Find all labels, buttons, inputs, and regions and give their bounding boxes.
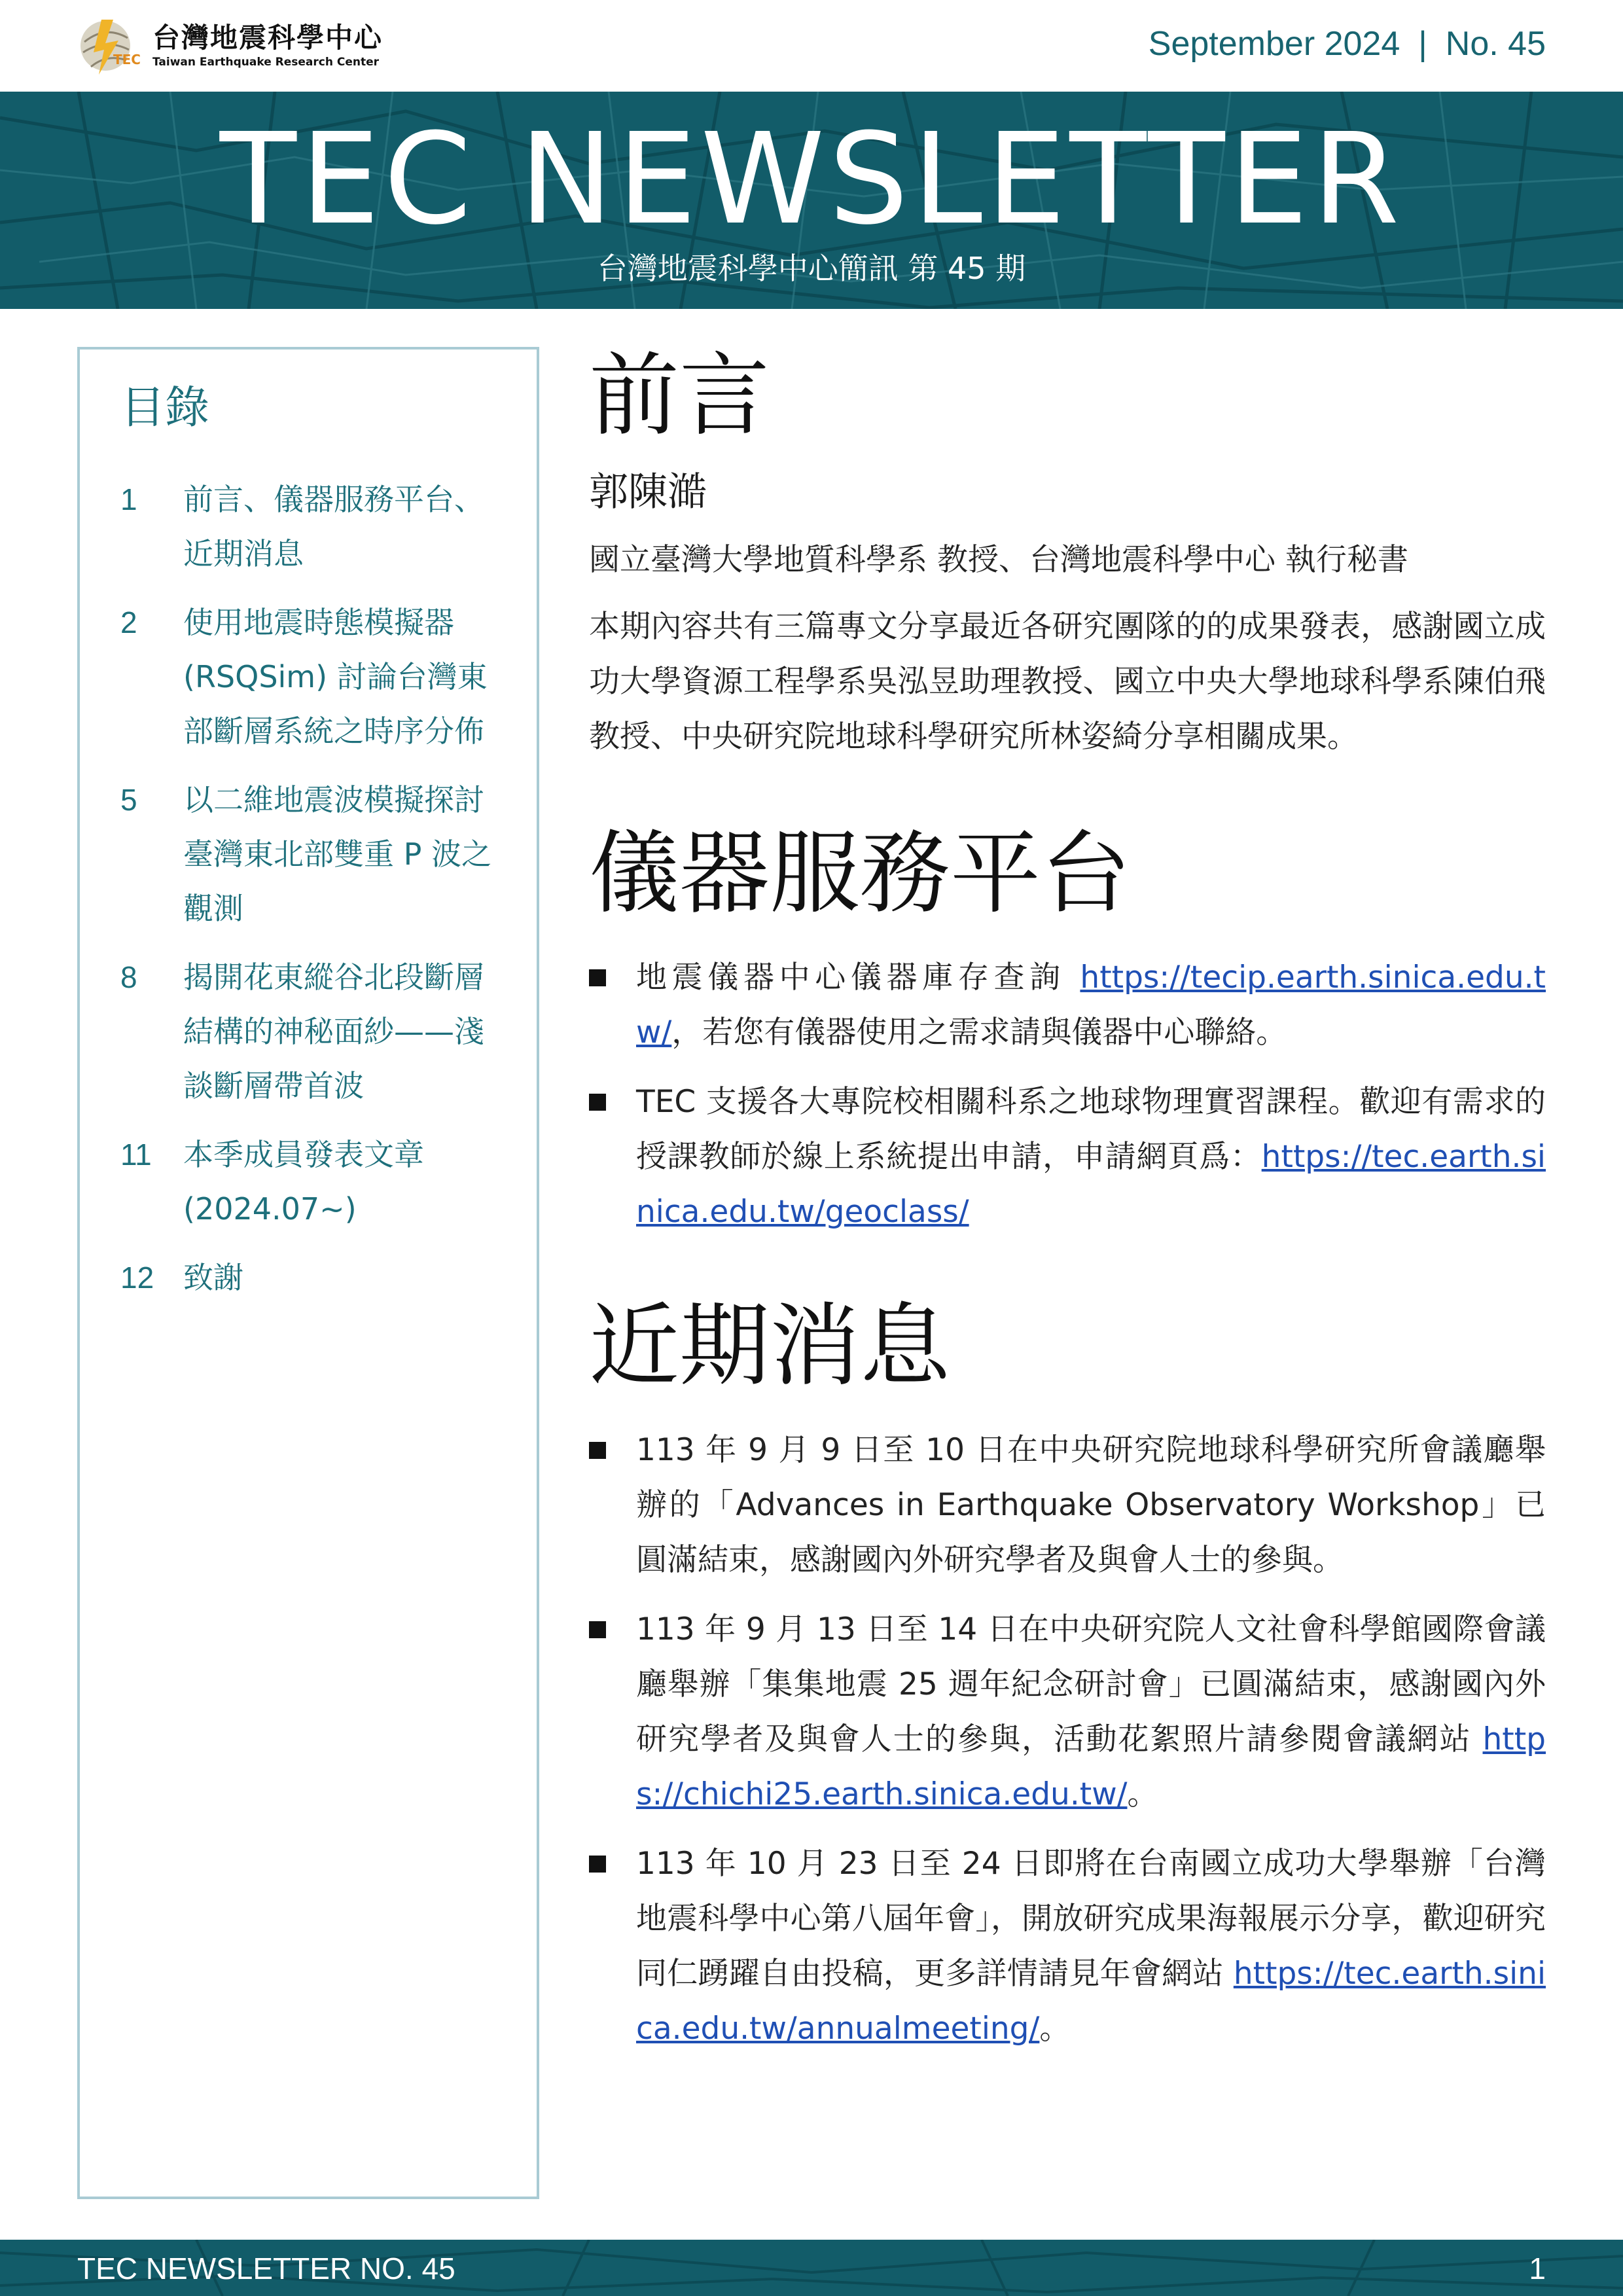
square-bullet-icon — [589, 1442, 606, 1459]
newsletter-banner — [0, 92, 1623, 309]
annual-meeting-link[interactable]: https://tec.earth.sinica.edu.tw/annualmeeting/ — [636, 1956, 1546, 2047]
newsletter-subtitle: 台灣地震科學中心簡訊 第 45 期 — [597, 251, 1026, 286]
toc-item[interactable] — [120, 596, 513, 759]
author-affiliation: 國立臺灣大學地質科學系 教授、台灣地震科學中心 執行秘書 — [589, 542, 1408, 578]
toc-item[interactable] — [120, 1251, 513, 1305]
toc-item-label: 前言、儀器服務平台、近期消息 — [183, 482, 484, 571]
logo-name-zh: 台灣地震科學中心 — [152, 22, 383, 54]
item-text: 113 年 9 月 9 日至 10 日在中央研究院地球科學研究所會議廳舉辦的「Advances in Earthquake Observatory Workshop」已圓滿結束，感謝國內外研究學者及與會人士的參與。 — [636, 1432, 1546, 1578]
instrument-inventory-link[interactable]: https://tecip.earth.sinica.edu.tw/ — [636, 960, 1546, 1050]
issue-info — [1149, 24, 1546, 64]
item-text: 113 年 10 月 23 日至 24 日即將在台南國立成功大學舉辦「台灣地震科學中心第八屆年會」，開放研究成果海報展示分享，歡迎研究同仁踴躍自由投稿，更多詳情請見年會網站 — [636, 1846, 1546, 1992]
newsletter-title: TEC NEWSLETTER — [219, 107, 1404, 253]
toc-item[interactable] — [120, 473, 513, 581]
main-content — [589, 343, 1546, 2071]
toc-item-label: 揭開花東縱谷北段斷層結構的神秘面紗——淺談斷層帶首波 — [183, 960, 484, 1103]
toc-page-number: 1 — [120, 482, 137, 516]
toc-item[interactable] — [120, 1128, 513, 1236]
issue-date: September 2024 — [1148, 25, 1400, 63]
toc-item-label: 以二維地震波模擬探討臺灣東北部雙重 P 波之觀測 — [183, 782, 491, 926]
list-item — [589, 1423, 1546, 1588]
section-heading-news: 近期消息 — [589, 1293, 951, 1399]
toc-item-label: 使用地震時態模擬器 (RSQSim) 討論台灣東部斷層系統之時序分佈 — [183, 605, 488, 749]
intro-paragraph: 本期內容共有三篇專文分享最近各研究團隊的的成果發表，感謝國立成功大學資源工程學系吳泓昱助理教授、國立中央大學地球科學系陳伯飛教授、中央研究院地球科學研究所林姿綺分享相關成果。 — [589, 609, 1546, 755]
author-name: 郭陳澔 — [589, 469, 707, 515]
logo-name-en: Taiwan Earthquake Research Center — [152, 56, 380, 69]
item-text: 地震儀器中心儀器庫存查詢 — [636, 960, 1080, 996]
news-list — [589, 1423, 1546, 2056]
svg-text:TEC: TEC — [113, 52, 141, 67]
table-of-contents — [77, 347, 539, 2199]
footer-newsletter-label: TEC NEWSLETTER NO. 45 — [77, 2251, 455, 2286]
tec-logo-icon — [75, 12, 143, 80]
toc-page-number: 8 — [120, 960, 137, 994]
page-header — [0, 0, 1623, 92]
list-item — [589, 1602, 1546, 1822]
toc-item[interactable] — [120, 773, 513, 936]
toc-page-number: 5 — [120, 783, 137, 817]
square-bullet-icon — [589, 1621, 606, 1638]
toc-page-number: 12 — [120, 1261, 154, 1295]
item-text: TEC 支援各大專院校相關科系之地球物理實習課程。歡迎有需求的授課教師於線上系統提出申請，申請網頁爲： — [636, 1084, 1546, 1175]
square-bullet-icon — [589, 969, 606, 986]
item-text: 113 年 9 月 13 日至 14 日在中央研究院人文社會科學館國際會議廳舉辦「集集地震 25 週年紀念研討會」已圓滿結束，感謝國內外研究學者及與會人士的參與，活動花絮照片請參閱會議網站 — [636, 1611, 1546, 1757]
toc-page-number: 11 — [120, 1138, 152, 1172]
square-bullet-icon — [589, 1856, 606, 1873]
toc-title: 目錄 — [120, 382, 210, 434]
section-heading-intro: 前言 — [589, 343, 770, 448]
list-item — [589, 1075, 1546, 1240]
chichi25-link[interactable]: https://chichi25.earth.sinica.edu.tw/ — [636, 1721, 1546, 1812]
geoclass-link[interactable]: https://tec.earth.sinica.edu.tw/geoclass/ — [636, 1139, 1546, 1230]
toc-item[interactable] — [120, 950, 513, 1113]
issue-number: No. 45 — [1445, 25, 1546, 63]
instrument-list — [589, 950, 1546, 1240]
section-heading-instrument: 儀器服務平台 — [589, 821, 1132, 926]
toc-item-label: 本季成員發表文章 (2024.07~) — [183, 1137, 424, 1227]
page-number: 1 — [1529, 2251, 1546, 2286]
list-item — [589, 1837, 1546, 2056]
issue-separator: | — [1418, 25, 1427, 63]
list-item — [589, 950, 1546, 1060]
toc-page-number: 2 — [120, 605, 137, 639]
toc-item-label: 致謝 — [183, 1260, 243, 1295]
toc-list — [120, 473, 513, 1319]
square-bullet-icon — [589, 1094, 606, 1111]
item-text: 。 — [1039, 2011, 1071, 2047]
page-footer — [0, 2240, 1623, 2296]
item-text: 。 — [1127, 1776, 1158, 1812]
item-text: ，若您有儀器使用之需求請與儀器中心聯絡。 — [671, 1014, 1287, 1050]
tec-logo — [75, 12, 383, 80]
